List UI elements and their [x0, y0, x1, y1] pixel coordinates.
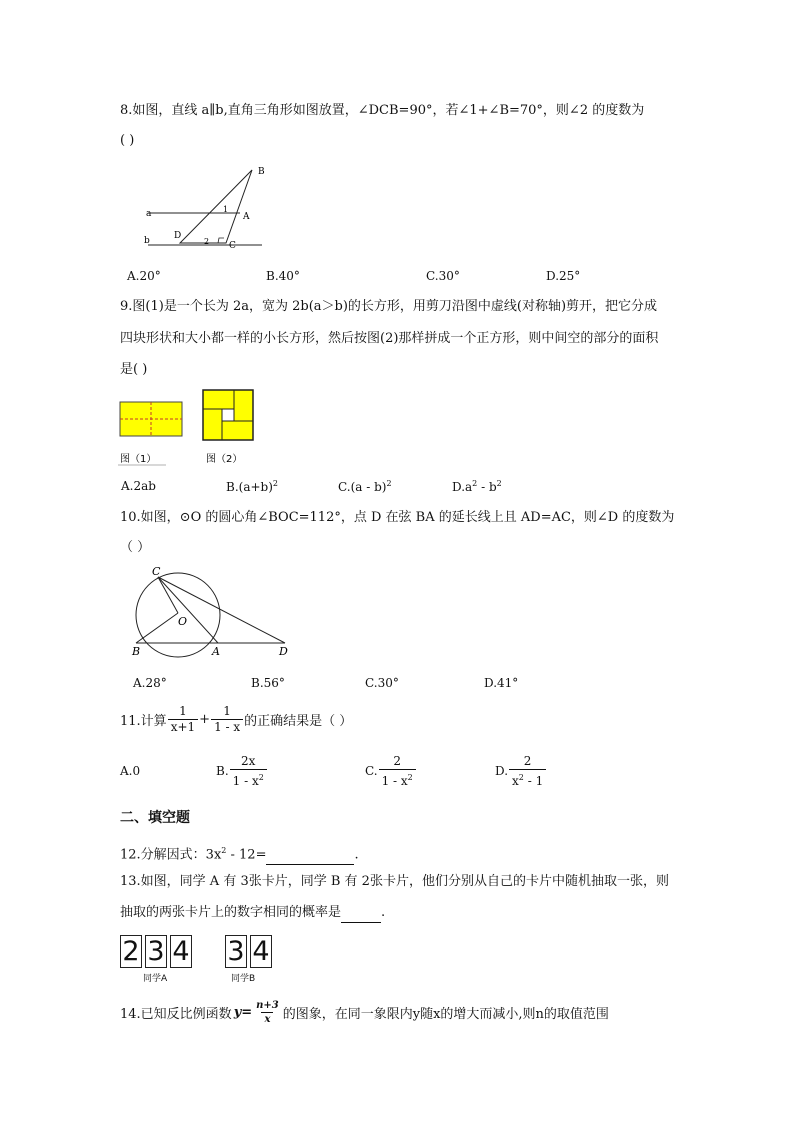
q10-stem: 10.如图，⊙O 的圆心角∠BOC=112°，点 D 在弦 BA 的延长线上且 AD=AC，则∠D 的度数为: [120, 510, 675, 525]
q8-option-a: A.20°: [127, 269, 161, 283]
label-c-point: C: [229, 241, 236, 251]
q13-line2: 抽取的两张卡片上的数字相同的概率是 .: [120, 903, 385, 923]
q10-option-a: A.28°: [133, 676, 167, 690]
q8-option-d: D.25°: [546, 269, 581, 283]
q10-option-c: C.30°: [365, 676, 399, 690]
q11-stem: 11.计算 $\frac{1}{x+1}$ + $\frac{1}{1 - x}$ 的正确结果是（ ）: [120, 703, 353, 734]
card-b-1: 3: [225, 935, 247, 968]
student-a-label: 同学A: [143, 974, 168, 984]
q13-line1: 13.如图，同学 A 有 3张卡片，同学 B 有 2张卡片，他们分别从自己的卡片中随机抽取一张，则: [120, 874, 669, 889]
line-cd: [158, 577, 285, 643]
q10-option-d: D.41°: [484, 676, 519, 690]
card-a-3: 4: [170, 935, 192, 968]
section-title: 二、填空题: [120, 810, 190, 826]
right-angle-mark: [218, 238, 224, 243]
label-a: A: [212, 645, 220, 658]
q10-option-b: B.56°: [251, 676, 285, 690]
q8-paren: ( ): [120, 133, 135, 148]
label-angle-1: 1: [223, 205, 229, 214]
q9-line2: 四块形状和大小都一样的小长方形，然后按图(2)那样拼成一个正方形，则中间空的部分的面积: [120, 331, 659, 346]
q12-answer-blank[interactable]: [266, 864, 354, 865]
line-bo: [136, 613, 178, 643]
q11-option-c: C. $\frac{2}{1 - x^2}$: [365, 752, 417, 790]
fig2-caption: 图（2）: [206, 454, 243, 465]
q8-figure: [140, 160, 265, 252]
label-line-a: a: [146, 209, 152, 219]
q12-stem: 12.分解因式：$3x^2 - 12=$ .: [120, 841, 359, 865]
label-b-point: B: [258, 167, 265, 177]
fig1-caption: 图（1）: [120, 454, 157, 465]
q11-fraction-1: $\frac{1}{x+1}$: [168, 704, 198, 735]
fig2-hole: [222, 409, 234, 421]
q13-answer-blank[interactable]: [341, 922, 381, 923]
q8-stem: 8.如图，直线 a∥b,直角三角形如图放置，∠DCB=90°，若∠1+∠B=70°，则∠2 的度数为: [120, 103, 645, 118]
card-b-2: 4: [250, 935, 272, 968]
label-angle-2: 2: [204, 237, 210, 246]
card-a-1: 2: [120, 935, 142, 968]
label-c: C: [152, 565, 161, 578]
q9-option-a: A.2ab: [121, 479, 156, 493]
q8-option-c: C.30°: [426, 269, 460, 283]
label-o: O: [178, 615, 188, 628]
q9-figure: [118, 386, 258, 468]
q10-paren: （ ）: [120, 540, 151, 555]
label-line-b: b: [144, 236, 150, 246]
triangle: [180, 170, 252, 243]
q14-stem: 14.已知反比例函数 y= $\frac{n+3}{x}$ 的图象，在同一象限内y随x的增大而减小,则n的取值范围: [120, 999, 609, 1025]
label-a-point: A: [243, 212, 250, 222]
label-d: D: [279, 645, 288, 658]
q14-fraction: $\frac{n+3}{x}$: [256, 999, 279, 1025]
q9-line1: 9.图(1)是一个长为 2a，宽为 2b(a＞b)的长方形，用剪刀沿图中虚线(对称轴)剪开，把它分成: [120, 299, 658, 314]
q11-option-d: D. $\frac{2}{x^2 - 1}$: [495, 752, 547, 790]
student-b-label: 同学B: [231, 974, 256, 984]
q9-option-b: $B.(a+b)^2$: [226, 479, 278, 494]
q8-option-b: B.40°: [266, 269, 300, 283]
q10-figure: [128, 565, 293, 660]
card-a-2: 3: [145, 935, 167, 968]
q9-option-c: C.(a - b)$^2$: [338, 479, 392, 494]
label-b: B: [132, 645, 141, 658]
q11-option-a: A.0: [120, 764, 141, 778]
q11-fraction-2: $\frac{1}{1 - x}$: [211, 704, 243, 735]
q9-line3: 是( ): [120, 362, 148, 377]
q9-option-d: $D.a^2 - b^2$: [452, 479, 502, 494]
q11-option-b: B. $\frac{2x}{1 - x^2}$: [216, 752, 268, 790]
label-d-point: D: [174, 231, 182, 241]
